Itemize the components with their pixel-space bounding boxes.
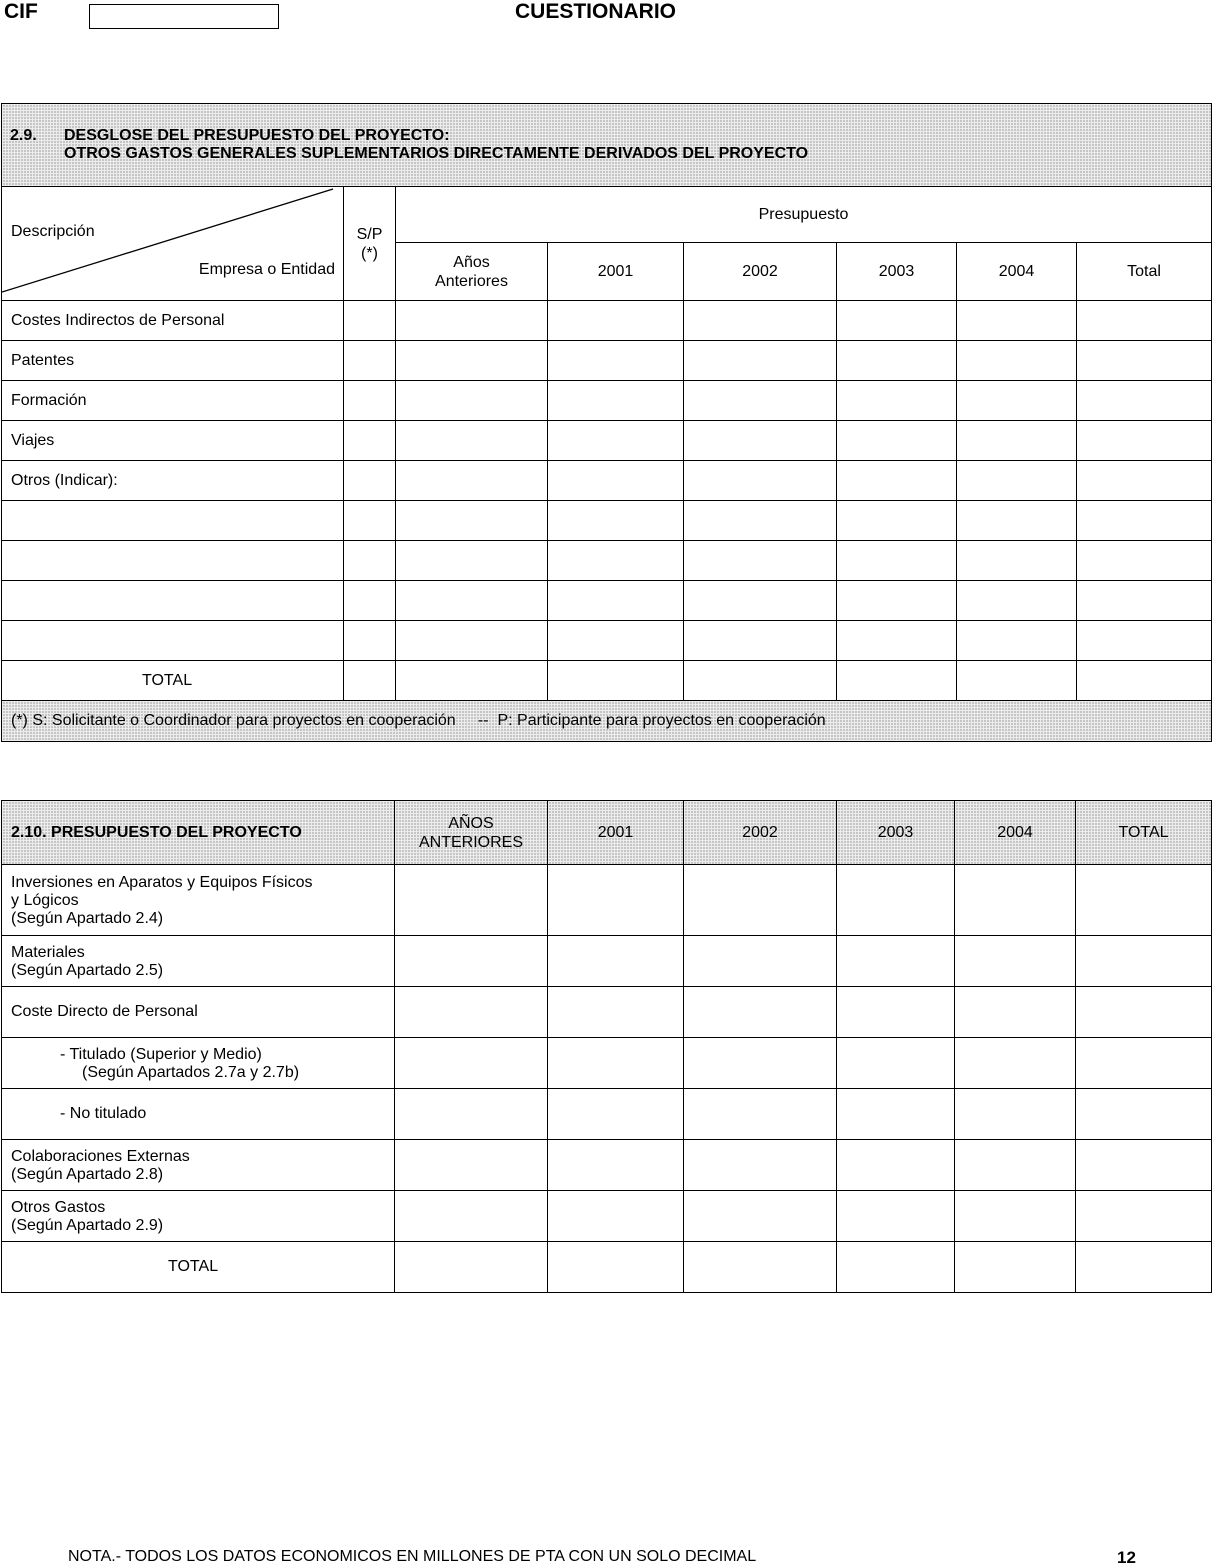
input-cell[interactable] (548, 661, 684, 701)
input-cell[interactable] (1077, 621, 1212, 661)
input-cell[interactable] (396, 541, 548, 581)
input-cell[interactable] (684, 501, 837, 541)
total-row (2, 661, 1212, 701)
input-cell[interactable] (837, 1089, 955, 1140)
row-label: Formación (2, 381, 344, 421)
row-label[interactable] (2, 501, 344, 541)
table-row (2, 341, 1212, 381)
table-row (2, 501, 1212, 541)
diagonal-divider (2, 187, 343, 300)
total-label: TOTAL (2, 1242, 395, 1293)
input-cell[interactable] (957, 621, 1077, 661)
table-row (2, 621, 1212, 661)
input-cell[interactable] (548, 1140, 684, 1191)
input-cell[interactable] (957, 661, 1077, 701)
input-cell[interactable] (684, 865, 837, 936)
input-cell[interactable] (955, 936, 1076, 987)
section-2-9-header (2, 104, 1212, 187)
col-year: 2002 (684, 801, 837, 865)
input-cell[interactable] (1076, 1242, 1212, 1293)
row-label: Coste Directo de Personal (2, 987, 395, 1038)
input-cell[interactable] (548, 341, 684, 381)
input-cell[interactable] (548, 1191, 684, 1242)
table-row (2, 421, 1212, 461)
input-cell[interactable] (395, 1191, 548, 1242)
input-cell[interactable] (396, 301, 548, 341)
input-cell[interactable] (837, 865, 955, 936)
input-cell[interactable] (955, 987, 1076, 1038)
input-cell[interactable] (1077, 341, 1212, 381)
input-cell[interactable] (684, 1038, 837, 1089)
input-cell[interactable] (548, 581, 684, 621)
input-cell[interactable] (344, 341, 396, 381)
row-label: Colaboraciones Externas (Según Apartado 2.8) (2, 1140, 395, 1191)
col-year: 2003 (837, 801, 955, 865)
col-year: 2003 (837, 243, 957, 301)
input-cell[interactable] (396, 461, 548, 501)
input-cell[interactable] (837, 381, 957, 421)
input-cell[interactable] (395, 1140, 548, 1191)
input-cell[interactable] (684, 936, 837, 987)
row-label: Otros Gastos (Según Apartado 2.9) (2, 1191, 395, 1242)
input-cell[interactable] (957, 301, 1077, 341)
row-label: Viajes (2, 421, 344, 461)
input-cell[interactable] (955, 1140, 1076, 1191)
table-row (2, 541, 1212, 581)
input-cell[interactable] (344, 381, 396, 421)
input-cell[interactable] (1076, 865, 1212, 936)
input-cell[interactable] (396, 661, 548, 701)
input-cell[interactable] (1076, 1140, 1212, 1191)
col-sp-note: (*) (361, 245, 378, 262)
table-row (2, 461, 1212, 501)
input-cell[interactable] (548, 501, 684, 541)
input-cell[interactable] (548, 301, 684, 341)
input-cell[interactable] (395, 1242, 548, 1293)
input-cell[interactable] (1077, 661, 1212, 701)
input-cell[interactable] (684, 1140, 837, 1191)
input-cell[interactable] (396, 381, 548, 421)
input-cell[interactable] (684, 1242, 837, 1293)
cif-label: CIF (4, 0, 38, 23)
total-label: TOTAL (2, 661, 344, 701)
input-cell[interactable] (548, 621, 684, 661)
input-cell[interactable] (837, 1038, 955, 1089)
input-cell[interactable] (344, 301, 396, 341)
col-empresa: Empresa o Entidad (198, 261, 335, 278)
input-cell[interactable] (957, 541, 1077, 581)
input-cell[interactable] (684, 461, 837, 501)
input-cell[interactable] (344, 621, 396, 661)
table-row (2, 301, 1212, 341)
row-label: - No titulado (2, 1089, 395, 1140)
input-cell[interactable] (344, 421, 396, 461)
input-cell[interactable] (684, 301, 837, 341)
input-cell[interactable] (1076, 1089, 1212, 1140)
input-cell[interactable] (396, 421, 548, 461)
input-cell[interactable] (344, 501, 396, 541)
input-cell[interactable] (395, 1038, 548, 1089)
col-anos-anteriores: AÑOS ANTERIORES (395, 801, 548, 865)
input-cell[interactable] (837, 421, 957, 461)
input-cell[interactable] (684, 621, 837, 661)
input-cell[interactable] (955, 1089, 1076, 1140)
input-cell[interactable] (1077, 301, 1212, 341)
input-cell[interactable] (396, 621, 548, 661)
input-cell[interactable] (837, 987, 955, 1038)
input-cell[interactable] (957, 341, 1077, 381)
col-year: 2001 (548, 801, 684, 865)
input-cell[interactable] (548, 865, 684, 936)
input-cell[interactable] (344, 461, 396, 501)
input-cell[interactable] (395, 865, 548, 936)
row-label: Patentes (2, 341, 344, 381)
col-year: 2004 (957, 243, 1077, 301)
page-title: CUESTIONARIO (515, 0, 677, 23)
col-total: TOTAL (1076, 801, 1212, 865)
input-cell[interactable] (684, 581, 837, 621)
input-cell[interactable] (684, 541, 837, 581)
input-cell[interactable] (837, 661, 957, 701)
col-year: 2004 (955, 801, 1076, 865)
input-cell[interactable] (837, 1191, 955, 1242)
input-cell[interactable] (1076, 1191, 1212, 1242)
input-cell[interactable] (548, 936, 684, 987)
row-label: Otros (Indicar): (2, 461, 344, 501)
input-cell[interactable] (344, 541, 396, 581)
input-cell[interactable] (837, 1242, 955, 1293)
col-descripcion: Descripción (11, 223, 95, 240)
input-cell[interactable] (548, 541, 684, 581)
table-row (2, 581, 1212, 621)
row-label[interactable] (2, 541, 344, 581)
input-cell[interactable] (957, 501, 1077, 541)
input-cell[interactable] (837, 501, 957, 541)
input-cell[interactable] (395, 1089, 548, 1140)
input-cell[interactable] (548, 381, 684, 421)
input-cell[interactable] (955, 865, 1076, 936)
row-label: Costes Indirectos de Personal (2, 301, 344, 341)
input-cell[interactable] (684, 987, 837, 1038)
input-cell[interactable] (837, 936, 955, 987)
col-anos-anteriores: Años Anteriores (396, 243, 548, 301)
input-cell[interactable] (957, 381, 1077, 421)
input-cell[interactable] (1076, 987, 1212, 1038)
input-cell[interactable] (1076, 1038, 1212, 1089)
input-cell[interactable] (395, 936, 548, 987)
input-cell[interactable] (955, 1191, 1076, 1242)
input-cell[interactable] (1077, 381, 1212, 421)
col-presupuesto: Presupuesto (396, 187, 1212, 243)
footer-note: NOTA.- TODOS LOS DATOS ECONOMICOS EN MILLONES DE PTA CON UN SOLO DECIMAL (68, 1548, 757, 1565)
input-cell[interactable] (684, 421, 837, 461)
input-cell[interactable] (837, 301, 957, 341)
section-2-9-table (1, 103, 1212, 742)
input-cell[interactable] (1076, 936, 1212, 987)
input-cell[interactable] (957, 421, 1077, 461)
section-number: 2.9. (10, 127, 37, 144)
input-cell[interactable] (837, 461, 957, 501)
input-cell[interactable] (837, 341, 957, 381)
section-title-line2: OTROS GASTOS GENERALES SUPLEMENTARIOS DIRECTAMENTE DERIVADOS DEL PROYECTO (64, 145, 809, 162)
input-cell[interactable] (684, 381, 837, 421)
section-2-10-title: 2.10. PRESUPUESTO DEL PROYECTO (2, 801, 395, 865)
input-cell[interactable] (684, 661, 837, 701)
input-cell[interactable] (684, 1191, 837, 1242)
sp-header-cell (344, 187, 396, 301)
col-year: 2002 (684, 243, 837, 301)
col-total: Total (1077, 243, 1212, 301)
row-label[interactable] (2, 621, 344, 661)
input-cell[interactable] (548, 987, 684, 1038)
col-sp: S/P (356, 226, 383, 243)
section-2-10-table (1, 800, 1212, 1293)
input-cell[interactable] (955, 1038, 1076, 1089)
input-cell[interactable] (1077, 501, 1212, 541)
row-label[interactable] (2, 581, 344, 621)
input-cell[interactable] (548, 461, 684, 501)
input-cell[interactable] (344, 661, 396, 701)
section-title-line1: DESGLOSE DEL PRESUPUESTO DEL PROYECTO: (64, 127, 450, 144)
input-cell[interactable] (837, 621, 957, 661)
input-cell[interactable] (396, 581, 548, 621)
row-label: Materiales (Según Apartado 2.5) (2, 936, 395, 987)
input-cell[interactable] (1077, 461, 1212, 501)
col-year: 2001 (548, 243, 684, 301)
input-cell[interactable] (684, 341, 837, 381)
input-cell[interactable] (548, 1242, 684, 1293)
footnote: (*) S: Solicitante o Coordinador para proyectos en cooperación -- P: Participante para proyectos en cooperación (2, 701, 1212, 742)
input-cell[interactable] (548, 1089, 684, 1140)
row-label: - Titulado (Superior y Medio) (Según Apartados 2.7a y 2.7b) (2, 1038, 395, 1089)
cif-input-box[interactable] (89, 4, 279, 29)
input-cell[interactable] (837, 1140, 955, 1191)
input-cell[interactable] (548, 421, 684, 461)
input-cell[interactable] (957, 461, 1077, 501)
input-cell[interactable] (396, 341, 548, 381)
input-cell[interactable] (396, 501, 548, 541)
input-cell[interactable] (684, 1089, 837, 1140)
input-cell[interactable] (837, 581, 957, 621)
input-cell[interactable] (837, 541, 957, 581)
input-cell[interactable] (957, 581, 1077, 621)
row-label: Inversiones en Aparatos y Equipos Físicos y Lógicos (Según Apartado 2.4) (2, 865, 395, 936)
input-cell[interactable] (344, 581, 396, 621)
input-cell[interactable] (955, 1242, 1076, 1293)
input-cell[interactable] (1077, 581, 1212, 621)
page-number: 12 (1117, 1548, 1136, 1567)
input-cell[interactable] (395, 987, 548, 1038)
input-cell[interactable] (1077, 421, 1212, 461)
input-cell[interactable] (1077, 541, 1212, 581)
input-cell[interactable] (548, 1038, 684, 1089)
table-row (2, 381, 1212, 421)
descripcion-header-cell (2, 187, 344, 301)
